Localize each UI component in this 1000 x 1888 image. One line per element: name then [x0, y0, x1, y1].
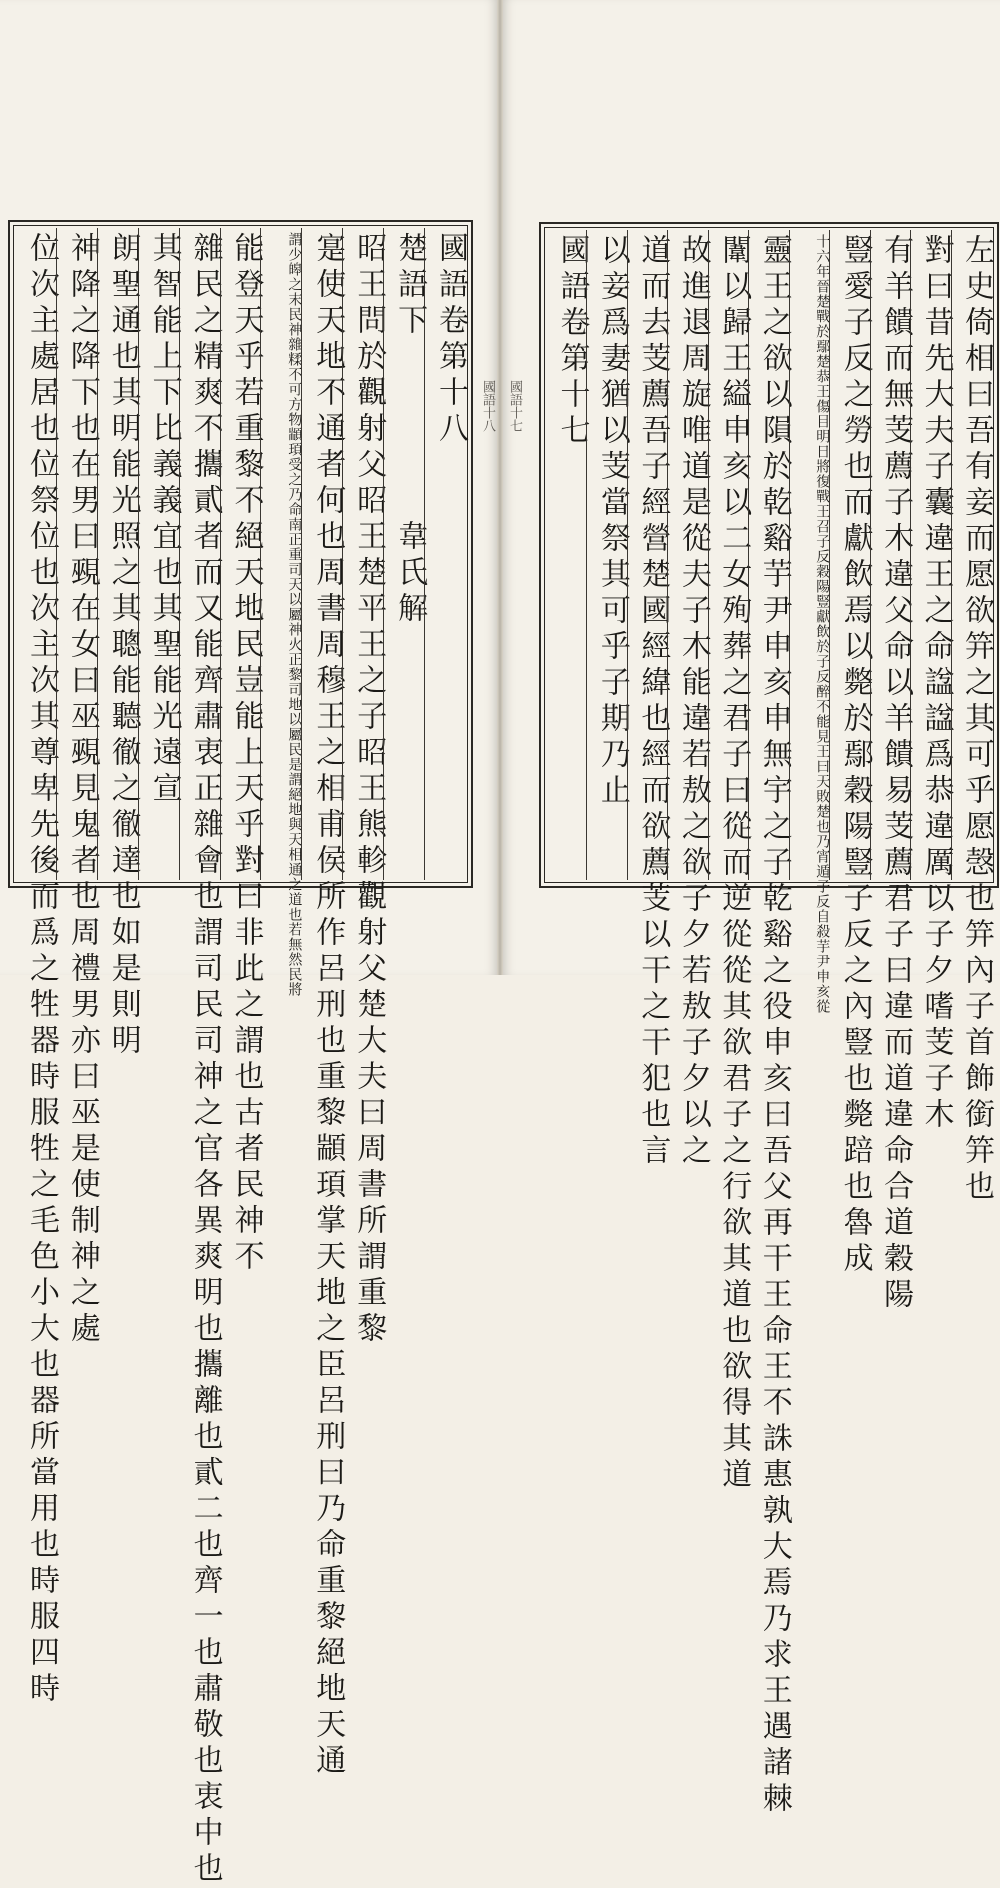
right-column-6: 靈王之欲以隕於乾谿芋尹申亥申無宇之子乾谿之役申亥曰吾父再干王命王不誅惠孰大焉乃求王遇諸棘 — [748, 230, 788, 880]
right-column-4: 豎愛子反之勞也而獻飲焉以斃於鄢穀陽豎子反之內豎也斃踣也魯成 — [829, 230, 869, 880]
right-column-2: 對曰昔先大夫子囊違王之命諡諡爲恭違厲以子夕嗜芰子木 — [910, 230, 950, 880]
left-column-3: 昭王問於觀射父昭王楚平王之子昭王熊軫觀射父楚大夫曰周書所謂重黎 — [342, 228, 383, 880]
left-column-10: 神降之降下也在男曰覡在女曰巫覡見鬼者也周禮男亦曰巫是使制神之處 — [56, 228, 97, 880]
left-page — [0, 0, 497, 1888]
left-column-1: 國語卷第十八 — [424, 228, 465, 880]
right-column-11: 國語卷第十七 — [554, 234, 590, 450]
left-column-4: 寔使天地不通者何也周書周穆王之相甫侯所作呂刑也重黎顓頊掌天地之臣呂刑曰乃命重黎絕地天通 — [301, 228, 342, 880]
right-column-3: 有羊饋而無芰薦子木違父命以羊饋易芰薦君子曰違而道違命合道穀陽 — [870, 230, 910, 880]
left-column-11: 位次主處居也位祭位也次主次其尊卑先後而爲之牲器時服牲之毛色小大也器所當用也時服四時 — [23, 232, 59, 1708]
right-page — [503, 0, 1000, 1818]
left-column-6: 能登天乎若重黎不絕天地民豈能上天乎對曰非此之謂也古者民神不 — [220, 228, 261, 880]
left-margin-label: 國語十八 — [480, 380, 495, 432]
right-column-1: 左史倚相曰吾有妾而愿欲笄之其可乎愿愨也笄內子首飾銜笄也 — [951, 230, 991, 880]
right-column-7: 闈以歸王縊申亥以二女殉葬之君子曰從而逆從從其欲君子之行欲其道也欲得其道 — [708, 230, 748, 880]
left-columns — [16, 228, 468, 1888]
right-column-9: 道而去芰薦吾子經營楚國經緯也經而欲薦芰以干之干犯也言 — [627, 230, 667, 880]
right-column-8: 故進退周旋唯道是從夫子木能違若敖之欲子夕若敖子夕以之 — [667, 230, 707, 880]
left-column-8: 其智能上下比義義宜也其聖能光遠宣 — [138, 228, 179, 880]
right-margin-label: 國語十七 — [507, 380, 522, 432]
left-text-frame — [8, 220, 473, 1888]
right-column-10: 以妾爲妻猶以芰當祭其可乎子期乃止 — [586, 230, 626, 880]
left-column-9: 朗聖通也其明能光照之其聰能聽徹之徹達也如是則明 — [97, 228, 138, 880]
right-text-frame — [539, 222, 999, 1818]
right-columns — [547, 230, 994, 1818]
right-column-5: 十六年晉楚戰於鄢楚恭王傷目明日將復戰王召子反穀陽豎獻飲於子反醉不能見王曰天敗楚也乃宵遁子反自殺芋尹申亥從 — [789, 230, 829, 880]
left-column-7: 雜民之精爽不攜貳者而又能齊肅衷正雜會也謂司民司神之官各異爽明也攜離也貳二也齊一也肅敬也衷中也 — [179, 228, 220, 880]
left-column-2: 楚語下 韋氏解 — [383, 228, 424, 880]
left-column-5: 謂少皞之末民神雜糅不可方物顓頊受之乃命南正重司天以屬神火正黎司地以屬民是謂絕地與天相通之道也若無然民將 — [260, 228, 301, 880]
